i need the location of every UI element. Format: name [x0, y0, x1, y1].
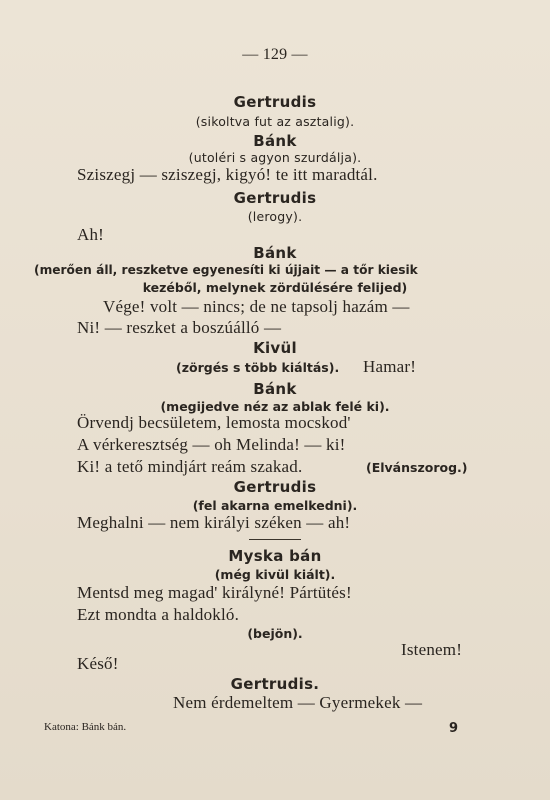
stage-direction: (Elvánszorog.) — [366, 460, 468, 475]
section-divider — [249, 539, 301, 540]
speaker-gertrudis: Gertrudis — [233, 93, 317, 111]
verse-line: Ni! — reszket a boszúálló — — [77, 318, 282, 337]
verse-line: Sziszegj — sziszegj, kigyó! te itt maradtál. — [77, 165, 378, 184]
verse-line: Hamar! — [363, 357, 417, 376]
sheet-number: 9 — [449, 721, 459, 736]
stage-direction: kezéből, melynek zördülésére felijed) — [142, 280, 408, 295]
stage-direction: (lerogy). — [247, 209, 303, 224]
stage-direction: (fel akarna emelkedni). — [192, 498, 358, 513]
speaker-bank: Bánk — [253, 244, 297, 262]
verse-line: Ki! a tető mindjárt reám szakad. — [77, 457, 303, 476]
speaker-myska-ban: Myska bán — [228, 547, 322, 565]
verse-line: Mentsd meg magad' királyné! Pártütés! — [77, 583, 352, 602]
stage-direction: (bejön). — [247, 626, 303, 641]
stage-direction: (még kivül kiált). — [214, 567, 336, 582]
verse-line: Ah! — [77, 225, 105, 244]
speaker-gertrudis: Gertrudis — [233, 478, 317, 496]
verse-line: Ezt mondta a haldokló. — [77, 605, 240, 624]
speaker-gertrudis: Gertrudis. — [230, 675, 320, 693]
verse-line: A vérkeresztség — oh Melinda! — ki! — [77, 435, 346, 454]
stage-direction: (utoléri s agyon szurdálja). — [188, 150, 362, 165]
stage-direction: (zörgés s több kiáltás). — [176, 360, 340, 375]
verse-line: Vége! volt — nincs; de ne tapsolj hazám — — [103, 297, 410, 316]
verse-line: Nem érdemeltem — Gyermekek — — [173, 693, 423, 712]
speaker-kivul: Kivül — [253, 339, 297, 357]
page-number: — 129 — — [242, 46, 308, 63]
stage-direction: (sikoltva fut az asztalig). — [195, 114, 355, 129]
speaker-bank: Bánk — [253, 380, 297, 398]
verse-line: Meghalni — nem királyi széken — ah! — [77, 513, 351, 532]
verse-line: Késő! — [77, 654, 119, 673]
speaker-bank: Bánk — [253, 132, 297, 150]
stage-direction: (merően áll, reszketve egyenesíti ki újjait — a tőr kiesik — [34, 263, 418, 277]
verse-line: Istenem! — [401, 640, 463, 659]
footer-signature: Katona: Bánk bán. — [44, 721, 127, 733]
speaker-gertrudis: Gertrudis — [233, 189, 317, 207]
stage-direction: (megijedve néz az ablak felé ki). — [160, 399, 390, 414]
verse-line: Örvendj becsületem, lemosta mocskod' — [77, 413, 351, 432]
